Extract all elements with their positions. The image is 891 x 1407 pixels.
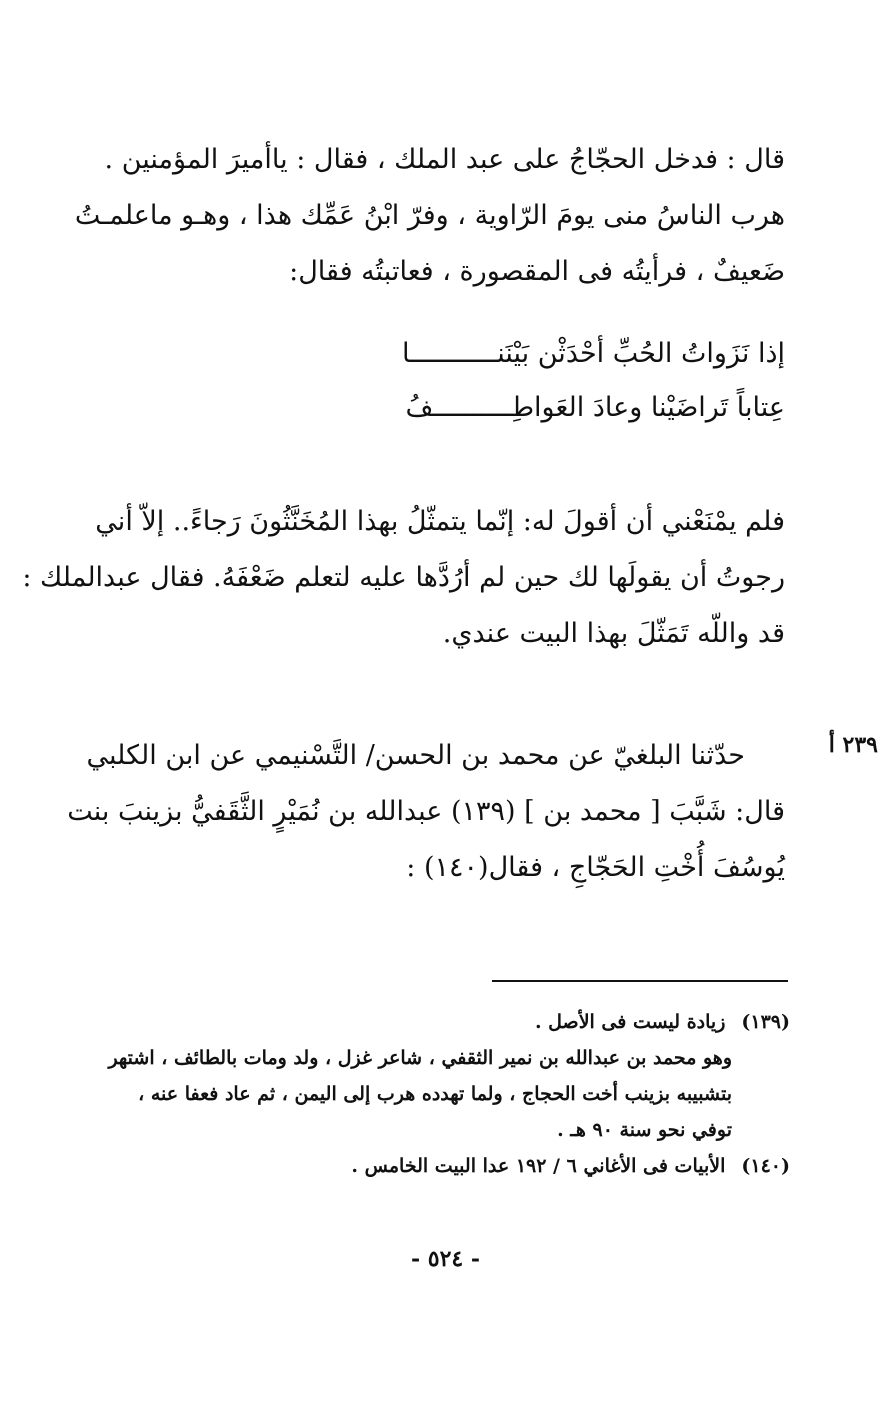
footnote-139-line-3: بتشبيبه بزينب أخت الحجاج ، ولما تهدده هرب إلى اليمن ، ثم عاد فعفا عنه ، [138, 1083, 732, 1105]
verse-second-hemistich: عِتاباً تَراضَيْنا وعادَ العَواطِــــــــــفُ [405, 392, 785, 423]
paragraph-2-line-2: رجوتُ أن يقولَها لك حين لم أرُدَّها عليه لتعلم ضَعْفَهُ. فقال عبدالملك : [22, 562, 785, 593]
footnote-140-text: الأبيات فى الأغاني ٦ / ١٩٢ عدا البيت الخامس . [351, 1155, 726, 1177]
footnote-140 [80, 1148, 790, 1184]
paragraph-3-line-2: قال: شَبَّبَ [ محمد بن ] (١٣٩) عبدالله بن نُمَيْرٍ الثَّقَفيُّ بزينبَ بنت [67, 796, 785, 827]
paragraph-1 [74, 132, 785, 300]
verse-first-hemistich: إذا نَزَواتُ الحُبِّ أحْدَثْن بَيْنَنـــــــــــا [401, 338, 785, 369]
paragraph-1-line-3: ضَعيفٌ ، فرأيتُه فى المقصورة ، فعاتبتُه فقال: [289, 256, 785, 287]
paragraph-1-line-1: قال : فدخل الحجّاجُ على عبد الملك ، فقال : ياأميرَ المؤمنين . [104, 144, 785, 175]
footnote-140-number: (١٤٠) [741, 1155, 790, 1177]
paragraph-3-line-1: حدّثنا البلغيّ عن محمد بن الحسن/ التَّسْنيمي عن ابن الكلبي [86, 740, 745, 771]
footnote-separator [492, 980, 788, 982]
footnote-139-number: (١٣٩) [741, 1011, 790, 1033]
paragraph-3-line-3: يُوسُفَ أُخْتِ الحَجّاجِ ، فقال(١٤٠) : [406, 852, 785, 883]
paragraph-2-line-1: فلم يمْنَعْني أن أقولَ له: إنّما يتمثّلُ بهذا المُخَنَّثُونَ رَجاءً.. إلاّ أني [95, 506, 785, 537]
footnote-139 [80, 1004, 790, 1040]
footnote-139-line-4: توفي نحو سنة ٩٠ هـ . [557, 1119, 732, 1141]
paragraph-3 [67, 728, 785, 896]
paragraph-1-line-2: هرب الناسُ منى يومَ الرّاوية ، وفرّ ابْنُ عَمِّك هذا ، وهـو ماعلمـتُ [74, 200, 785, 231]
footnote-139-line-2: وهو محمد بن عبدالله بن نمير الثقفي ، شاعر غزل ، ولد ومات بالطائف ، اشتهر [108, 1047, 732, 1069]
paragraph-2 [22, 494, 785, 662]
footnotes [80, 1004, 790, 1184]
manuscript-folio-marker: ٢٣٩ أ [828, 732, 878, 758]
page-number: - ٥٢٤ - [410, 1246, 481, 1272]
paragraph-2-line-3: قد واللّه تَمَثّلَ بهذا البيت عندي. [442, 618, 785, 649]
footnote-139-text: زيادة ليست فى الأصل . [534, 1011, 726, 1033]
